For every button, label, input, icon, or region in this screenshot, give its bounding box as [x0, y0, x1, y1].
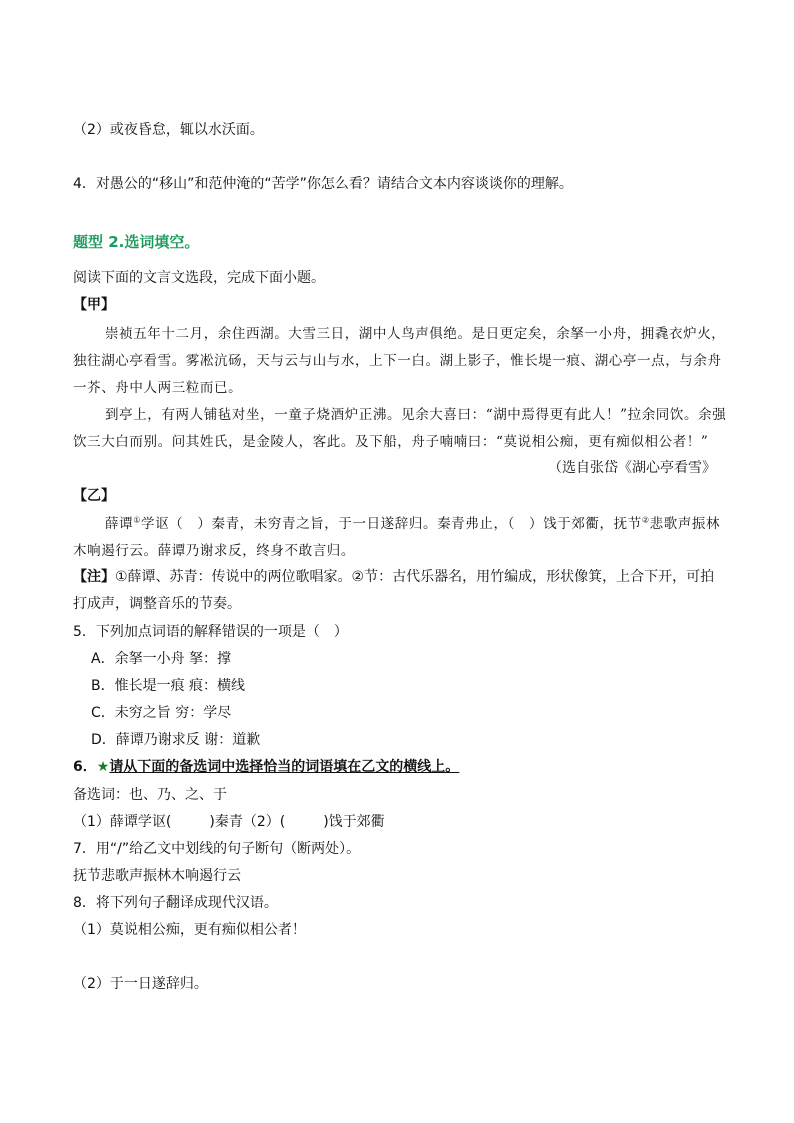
passage-yi-line — [105, 515, 724, 533]
fill-text: )饯于郊衢 — [323, 814, 385, 830]
yi-text-part: 学讴（ ）秦青，未穷青之旨，于一日遂辞归。秦青弗止，（ ）饯于郊衢，抚节 — [140, 516, 642, 532]
question-7-sentence: 抚节悲歌声振林木响遏行云 — [73, 868, 241, 884]
passage-jia-source: （选自张岱《湖心亭看雪》 — [548, 460, 716, 476]
passage-jia-line: 一芥、舟中人两三粒而已。 — [73, 380, 243, 396]
question-7: 7．用“/”给乙文中划线的句子断句（断两处）。 — [73, 841, 361, 857]
question-5: 5．下列加点词语的解释错误的一项是（ ） — [73, 624, 348, 640]
passage-jia-line: 崇祯五年十二月，余住西湖。大雪三日，湖中人鸟声俱绝。是日更定矣，余拏一小舟，拥毳衣炉火， — [105, 326, 726, 342]
yi-text-part: 悲歌声振林 — [649, 516, 721, 532]
footnote-marker: ① — [133, 515, 141, 525]
question-3-part-2: （2）或夜昏怠，辄以水沃面。 — [73, 122, 264, 138]
option-a: A．余拏一小舟 拏：撑 — [91, 651, 232, 667]
annotation-line — [73, 568, 724, 586]
reading-instruction: 阅读下面的文言文选段，完成下面小题。 — [73, 270, 325, 286]
question-6-text: 请从下面的备选词中选择恰当的词语填在乙文的横线上。 — [109, 759, 460, 775]
star-icon: ★ — [96, 759, 110, 775]
passage-jia-label: 【甲】 — [73, 297, 115, 313]
section-heading: 题型 2.选词填空。 — [73, 233, 200, 251]
annotation-label: 【注】 — [73, 569, 115, 585]
footnote-marker: ② — [641, 515, 650, 525]
option-d: D．薛谭乃谢求反 谢：道歉 — [91, 732, 261, 748]
passage-jia-line: 到亭上，有两人铺毡对坐，一童子烧酒炉正沸。见余大喜曰：“湖中焉得更有此人！”拉余同饮。余强 — [105, 407, 727, 423]
fill-in-line — [73, 813, 724, 831]
passage-yi-label: 【乙】 — [73, 488, 115, 504]
option-b: B．惟长堤一痕 痕：横线 — [91, 678, 246, 694]
question-8: 8．将下列句子翻译成现代汉语。 — [73, 895, 278, 911]
question-6 — [73, 758, 724, 776]
fill-text: （1）薛谭学讴( — [73, 814, 172, 830]
passage-yi-line: 木响遏行云。薛谭乃谢求反，终身不敢言归。 — [73, 543, 355, 559]
yi-text-part: 薛谭 — [105, 516, 134, 532]
question-6-number: 6． — [73, 759, 97, 775]
annotation-text: ①薛谭、苏青：传说中的两位歌唱家。②节：古代乐器名，用竹编成，形状像箕，上合下开，可拍 — [115, 569, 715, 585]
fill-text: )秦青（2）( — [209, 814, 286, 830]
question-8-part-2: （2）于一日遂辞归。 — [73, 976, 208, 992]
option-c: C．未穷之旨 穷：学尽 — [91, 705, 232, 721]
question-4: 4．对愚公的“移山”和范仲淹的“苦学”你怎么看？请结合文本内容谈谈你的理解。 — [73, 176, 573, 192]
annotation-line: 打成声，调整音乐的节奏。 — [73, 596, 241, 612]
candidate-words: 备选词：也、乃、之、于 — [73, 787, 227, 803]
passage-jia-line: 饮三大白而别。问其姓氏，是金陵人，客此。及下船，舟子喃喃曰：“莫说相公痴，更有痴似相公者！” — [73, 434, 709, 450]
question-8-part-1: （1）莫说相公痴，更有痴似相公者！ — [73, 922, 306, 938]
passage-jia-line: 独往湖心亭看雪。雾凇沆砀，天与云与山与水，上下一白。湖上影子，惟长堤一痕、湖心亭一点，与余舟 — [73, 353, 722, 369]
